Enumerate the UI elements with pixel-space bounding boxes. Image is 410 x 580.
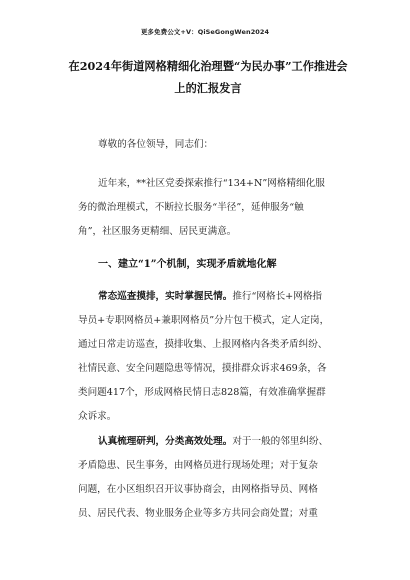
paragraph-line: 员、居民代表、物业服务企业等多方共同会商处置；对重 xyxy=(78,508,318,519)
paragraph-analysis xyxy=(78,430,346,526)
paragraph-line: 近年来，**社区党委探索推行“134+N”网格精细化服 xyxy=(98,178,325,189)
document-title xyxy=(58,55,358,99)
paragraph-line: 角”，社区服务更精细、居民更满意。 xyxy=(78,226,237,237)
salutation xyxy=(78,133,346,157)
paragraph-lead: 常态巡查摸排，实时掌握民情。 xyxy=(98,291,233,302)
paragraph-line: 导员+专职网格员+兼职网格员”分片包干模式，定人定岗， xyxy=(78,315,330,326)
title-line-1: 在2024年街道网格精细化治理暨“为民办事”工作推进会 xyxy=(68,59,348,73)
header-note: 更多免费公文+V：QiSeGongWen2024 xyxy=(140,28,270,36)
title-line-2: 上的汇报发言 xyxy=(174,81,242,95)
paragraph-line xyxy=(78,430,346,454)
paragraph-line: 类问题417个，形成网格民情日志828篇，有效准确掌握群 xyxy=(78,387,326,398)
paragraph-line xyxy=(78,285,346,309)
paragraph-line: 务的微治理模式，不断拉长服务“半径”，延伸服务“触 xyxy=(78,202,304,213)
paragraph-intro xyxy=(78,172,346,244)
paragraph-line: 众诉求。 xyxy=(78,411,117,422)
paragraph-line: 通过日常走访巡查，摸排收集、上报网格内各类矛盾纠纷、 xyxy=(78,339,328,350)
salutation-text: 尊敬的各位领导，同志们： xyxy=(98,139,214,150)
paragraph-line: 社情民意、安全问题隐患等情况，摸排群众诉求469条，各 xyxy=(78,363,327,374)
section-heading-1: 一、建立“1”个机制，实现矛盾就地化解 xyxy=(98,259,277,270)
paragraph-lead: 认真梳理研判，分类高效处理。 xyxy=(98,436,233,447)
paragraph-line: 矛盾隐患、民生事务，由网格员进行现场处理；对于复杂 xyxy=(78,460,318,471)
paragraph-line: 问题，在小区组织召开议事协商会，由网格指导员、网格 xyxy=(78,484,318,495)
paragraph-line-rest: 对于一般的邻里纠纷、 xyxy=(232,436,329,447)
paragraph-line-rest: 推行“网格长+网格指 xyxy=(232,291,323,302)
paragraph-patrol xyxy=(78,285,346,429)
